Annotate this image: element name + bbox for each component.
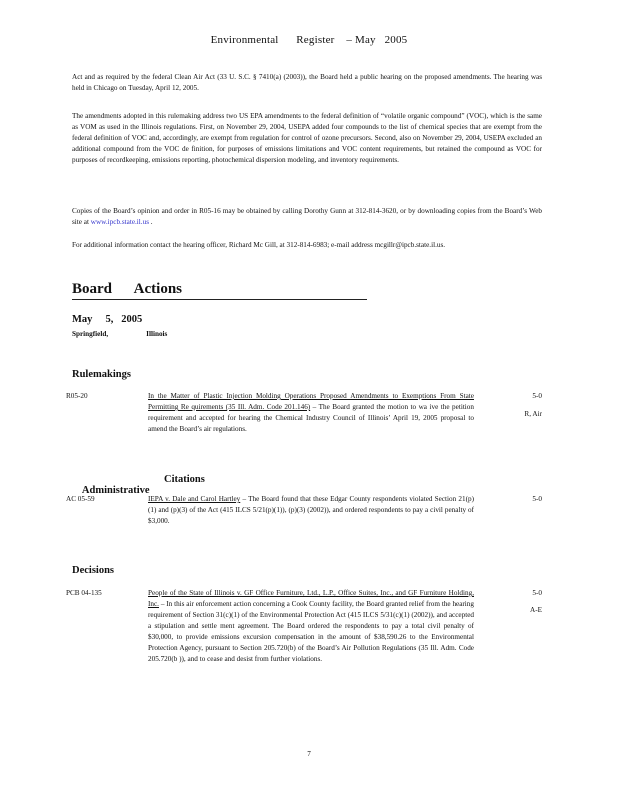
intro-paragraph-3-end: . bbox=[149, 218, 153, 226]
meeting-date: May 5, 2005 bbox=[72, 314, 143, 325]
case-title: IEPA v. Dale and Carol Hartley bbox=[148, 495, 241, 503]
section-divider bbox=[72, 299, 367, 300]
case-entry bbox=[148, 494, 474, 527]
case-title: People of the State of Illinois v. GF Office Furniture, Ltd., L.P., Office Suites, Inc., and GF Furniture Holding, Inc. bbox=[148, 589, 474, 608]
case-summary: – The Board granted the motion to wa ive the petition requirement and accepted for hearing the Chemical Industry Council of Illinois’ April 19, 2005 proposal to amend the Board’s air regulations. bbox=[148, 403, 474, 433]
intro-paragraph-3-text: Copies of the Board’s opinion and order in R05-16 may be obtained by calling Dorothy Gunn at 312-814-3620, or by downloading copies from the Board’s Web site at bbox=[72, 207, 542, 226]
intro-paragraph-2: The amendments adopted in this rulemaking address two US EPA amendments to the federal definition of “volatile organic compound” (VOC), which is the same as VOM as used in the Illinois regulations. First, on November 29, 2004, USEPA added four compounds to the list of chemical species that are exempt from the federal definition of VOC and, accordingly, are exempt from regulation for control of ozone precursors. Second, also on November 29, 2004, USEPA excluded an additional compound from the VOC de finition, for purposes of emissions limitations and VOC content requirements, but retained the compound as VOC for purposes of recordkeeping, emissions reporting, photochemical dispersion modeling, and inventory requirements. bbox=[72, 112, 542, 164]
vote-count: 5-0 bbox=[532, 589, 542, 597]
meeting-city: Springfield, bbox=[72, 330, 109, 338]
case-summary: – In this air enforcement action concerning a Cook County facility, the Board granted relief from the hearing requirement of Section 31(c)(1) of the Environmental Protection Act (415 ILCS 5/31(c)(1) (2002)), and accepted a stipulation and settle ment agreement. The Board ordered the respondents to pay a total civil penalty of $30,000, to provide emissions excursion compensation in the amount of $38,590.26 to the Environmental Protection Agency, pursuant to Section 205.720(b) of the Board’s Air Pollution Regulations (35 Ill. Adm. Code 205.720(b )), and to cease and desist from further violations. bbox=[148, 600, 474, 663]
page-number: 7 bbox=[307, 750, 311, 758]
vote-count: 5-0 bbox=[532, 495, 542, 503]
case-number: PCB 04-135 bbox=[66, 589, 102, 597]
meeting-state: Illinois bbox=[146, 330, 168, 338]
case-number: AC 05-59 bbox=[66, 495, 95, 503]
administrative-citations-heading-right: Citations bbox=[164, 474, 205, 485]
board-actions-title: Board Actions bbox=[72, 281, 183, 297]
intro-paragraph-4: For additional information contact the hearing officer, Richard Mc Gill, at 312-814-6983; e-mail address mcgillr@ipcb.state.il.us. bbox=[72, 241, 446, 249]
case-entry bbox=[148, 391, 474, 435]
intro-paragraph-1: Act and as required by the federal Clean Air Act (33 U. S.C. § 7410(a) (2003)), the Board held a public hearing on the proposed amendments. The hearing was held in Chicago on Tuesday, April 12, 2005. bbox=[72, 73, 542, 92]
running-header: Environmental Register – May 2005 bbox=[210, 34, 408, 46]
case-summary: – The Board found that these Edgar County respondents violated Section 21(p)(1) and (p)(3) of the Act (415 ILCS 5/21(p)(1)), (p)(3) (2002)), and ordered respondents to pay a civil penalty of $3,000. bbox=[148, 495, 474, 525]
case-type-code: A-E bbox=[530, 606, 542, 614]
meeting-location bbox=[72, 330, 167, 338]
case-title: In the Matter of Plastic Injection Molding Operations Proposed Amendments to Exemptions From State Permitting Re quirements (35 Ill. Adm. Code 201.146) bbox=[148, 392, 474, 411]
case-entry bbox=[148, 588, 474, 665]
rulemakings-heading: Rulemakings bbox=[72, 369, 131, 380]
case-number: R05-20 bbox=[66, 392, 88, 400]
board-website-link[interactable]: www.ipcb.state.il.us bbox=[90, 218, 149, 226]
decisions-heading: Decisions bbox=[72, 565, 114, 576]
case-type-code: R, Air bbox=[524, 410, 542, 418]
intro-paragraph-3 bbox=[72, 206, 542, 228]
vote-count: 5-0 bbox=[532, 392, 542, 400]
administrative-citations-heading-left: Administrative bbox=[81, 485, 150, 496]
